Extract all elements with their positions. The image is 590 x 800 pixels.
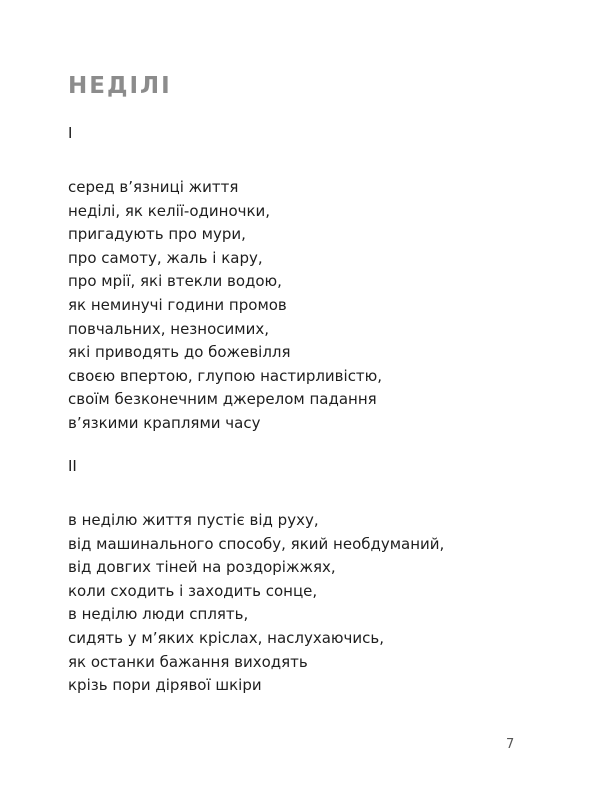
poem-line: як останки бажання виходять [68, 652, 308, 671]
poem-line: пригадують про мури, [68, 225, 246, 244]
poem-line: вʼязкими краплями часу [68, 413, 261, 432]
poem-line: коли сходить і заходить сонце, [68, 581, 318, 600]
section-number: I [68, 124, 73, 142]
poem-section-2 [68, 456, 444, 698]
stanza [68, 176, 382, 436]
poem-line: своєю впертою, глупою настирливістю, [68, 366, 383, 385]
poem-line: в неділю життя пустіє від руху, [68, 511, 319, 529]
poem-line: від машинального способу, який необдуманий, [68, 534, 445, 553]
poem-line: від довгих тіней на роздоріжжях, [68, 558, 336, 577]
poem-line: крізь пори дірявої шкіри [68, 676, 262, 695]
poem-line: серед вʼязниці життя [68, 178, 239, 196]
poem-line: сидять у мʼяких кріслах, наслухаючись, [68, 628, 385, 647]
poem-line: про самоту, жаль і кару, [68, 248, 263, 267]
poem-line: як неминучі години промов [68, 295, 287, 314]
poem-line: про мрії, які втекли водою, [68, 272, 282, 291]
poem-title: НЕДІЛІ [68, 73, 172, 99]
poem-line: своїм безконечним джерелом падання [68, 390, 377, 409]
poem-line: які приводять до божевілля [68, 343, 291, 362]
poem-section-1 [68, 123, 382, 436]
poem-line: неділі, як келії-одиночки, [68, 201, 271, 220]
poem-line: повчальних, незносимих, [68, 319, 269, 338]
stanza [68, 509, 444, 698]
section-number: II [68, 457, 77, 475]
poem-line: в неділю люди сплять, [68, 605, 249, 624]
page-number: 7 [506, 737, 515, 752]
